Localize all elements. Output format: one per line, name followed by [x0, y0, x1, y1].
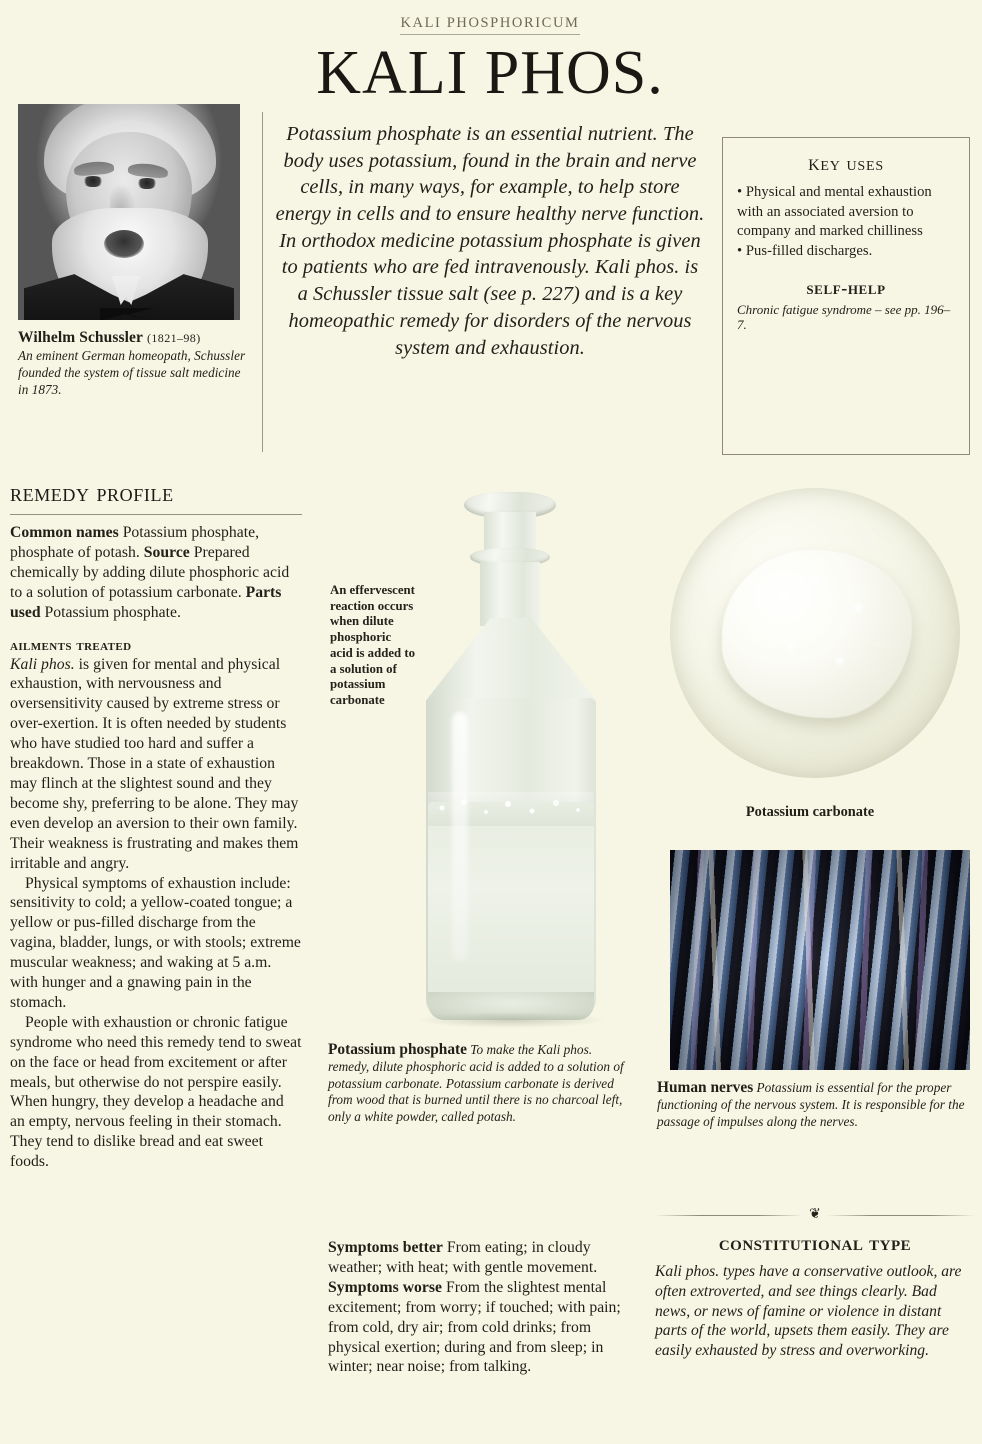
header-section: [0, 0, 982, 470]
ailments-body: [10, 655, 302, 1173]
parts-used-value: Potassium phosphate.: [40, 603, 181, 621]
common-names-value: Potassium phosphate, phosphate of potash.: [10, 524, 260, 561]
key-uses-list: [737, 183, 955, 262]
floral-ornament-icon: ❦: [809, 1207, 821, 1222]
human-nerves-photo: [670, 850, 970, 1070]
self-help-body: Chronic fatigue syndrome – see pp. 196–7.: [737, 301, 951, 333]
potassium-phosphate-caption-body: To make the Kali phos. remedy, dilute phosphoric acid is added to a solution of potassium carbonate. Potassium carbonate is derived from wood that is burned until there is no charcoal left, only a white powder, called potash.: [328, 1042, 624, 1124]
page-title: KALI PHOS.: [316, 39, 664, 107]
remedy-profile-title: remedy profile: [10, 480, 174, 507]
ailments-para-1: is given for mental and physical exhaustion, with nervousness and oversensitivity caused by extreme stress or over-exertion. It is often needed by students who have studied too hard and suffer a breakdown. Those in a state of exhaustion may flinch at the slightest sound and they become shy, preferring to be alone. They may even develop an aversion to their own family. Their weakness is frustrating and makes them irritable and angry.: [10, 655, 299, 872]
key-uses-title: key uses: [808, 150, 884, 175]
intro-paragraph: Potassium phosphate is an essential nutrient. The body uses potassium, found in the brain and nerve cells, in many ways, for example, to help store energy in cells and to ensure healthy nerve function. In orthodox medicine potassium phosphate is given to patients who are fed intravenously. Kali phos. is a Schussler tissue salt (see p. 227) and is a key homeopathic remedy for disorders of the nervous system and exhaustion.: [275, 122, 705, 359]
symptoms-block: [328, 1238, 628, 1377]
portrait-years: (1821–98): [147, 331, 201, 345]
remedy-profile-body: [10, 523, 302, 623]
potassium-phosphate-caption: [328, 1040, 628, 1125]
symptoms-better-value: From eating; in cloudy weather; with heat; with gentle movement.: [328, 1239, 598, 1276]
header-vertical-rule: [262, 112, 263, 452]
common-names-label: Common names: [10, 524, 119, 541]
ornament-line-right: [827, 1215, 975, 1216]
ailments-para-3: People with exhaustion or chronic fatigue syndrome who need this remedy tend to sweat on the face or head from excitement or after meals, but otherwise do not perspire easily. When hungry, they develop a headache and an empty, nervous feeling in their stomach. They tend to dislike bread and eat sweet foods.: [10, 1013, 302, 1171]
symptoms-worse-value: From the slightest mental excitement; from worry; if touched; with pain; from cold, dry air; from cold drinks; from physical exertion; during and from sleep; in winter; near noise; from talking.: [328, 1278, 621, 1376]
ornament-line-left: [655, 1215, 803, 1216]
bottle-shadow: [418, 1012, 604, 1028]
bottle-photo-area: [330, 488, 620, 1028]
white-powder: [722, 550, 912, 718]
ailments-treated-title: ailments treated: [10, 635, 132, 654]
bottle-stopper-neck: [484, 512, 536, 552]
latin-name-kicker: KALI PHOSPHORICUM: [400, 15, 579, 35]
key-uses-item: • Pus-filled discharges.: [737, 242, 955, 262]
left-column: [10, 480, 302, 1172]
human-nerves-caption-body: Potassium is essential for the proper functioning of the nervous system. It is responsible for the passage of impulses along the nerves.: [657, 1080, 965, 1130]
ornament-divider: [655, 1208, 975, 1222]
portrait-name: Wilhelm Schussler: [18, 329, 143, 346]
symptoms-worse-label: Symptoms worse: [328, 1278, 443, 1296]
bottle-highlight: [452, 712, 468, 962]
potassium-carbonate-photo: [670, 488, 960, 778]
portrait-description: An eminent German homeopath, Schussler founded the system of tissue salt medicine in 1873.: [18, 348, 246, 397]
glass-bottle-photo: [418, 492, 604, 1026]
bottle-neck: [480, 562, 540, 626]
ailments-para-2: Physical symptoms of exhaustion include: sensitivity to cold; a yellow-coated tongue; a yellow or pus-filled discharge from the vagina, bladder, lungs, or with stools; extreme muscular weakness; and waking at 5 a.m. with hunger and a gnawing pain in the stomach.: [10, 874, 301, 1011]
source-label: Source: [143, 543, 190, 561]
source-value: Prepared chemically by adding dilute phosphoric acid to a solution of potassium carbonate.: [10, 543, 290, 601]
remedy-profile-rule: [10, 514, 302, 515]
portrait-column: [18, 104, 254, 398]
constitutional-type-title: constitutional type: [718, 1231, 912, 1255]
symptoms-better-label: Symptoms better: [328, 1239, 443, 1256]
key-uses-box: [722, 137, 970, 455]
portrait-eye-right: [136, 178, 158, 189]
potassium-phosphate-caption-title: Potassium phosphate: [328, 1041, 467, 1058]
ailments-lead-italic: Kali phos.: [10, 655, 75, 673]
portrait-eye-left: [82, 176, 104, 187]
portrait-caption: [18, 329, 250, 398]
title-block: [275, 14, 705, 361]
human-nerves-caption: [657, 1078, 965, 1131]
self-help-title: self-help: [806, 277, 886, 298]
portrait-mouth: [104, 230, 144, 258]
bottle-shoulder: [426, 618, 596, 704]
constitutional-type-body: Kali phos. types have a conservative outlook, are often extroverted, and see things clearly. Bad news, or news of famine or violence in distant parts of the world, upsets them easily. They are easily exhausted by stress and overworking.: [655, 1263, 962, 1360]
key-uses-item: • Physical and mental exhaustion with an associated aversion to company and marked chilliness: [737, 183, 955, 242]
effervescence-annotation: An effervescent reaction occurs when dilute phosphoric acid is added to a solution of potassium carbonate: [330, 583, 415, 708]
human-nerves-caption-title: Human nerves: [657, 1079, 754, 1096]
parts-used-label: Parts used: [10, 583, 282, 621]
wilhelm-schussler-photo: [18, 104, 240, 320]
potassium-carbonate-caption: Potassium carbonate: [745, 804, 875, 820]
nerves-block: [645, 850, 975, 1131]
constitutional-type-block: [655, 1192, 975, 1361]
